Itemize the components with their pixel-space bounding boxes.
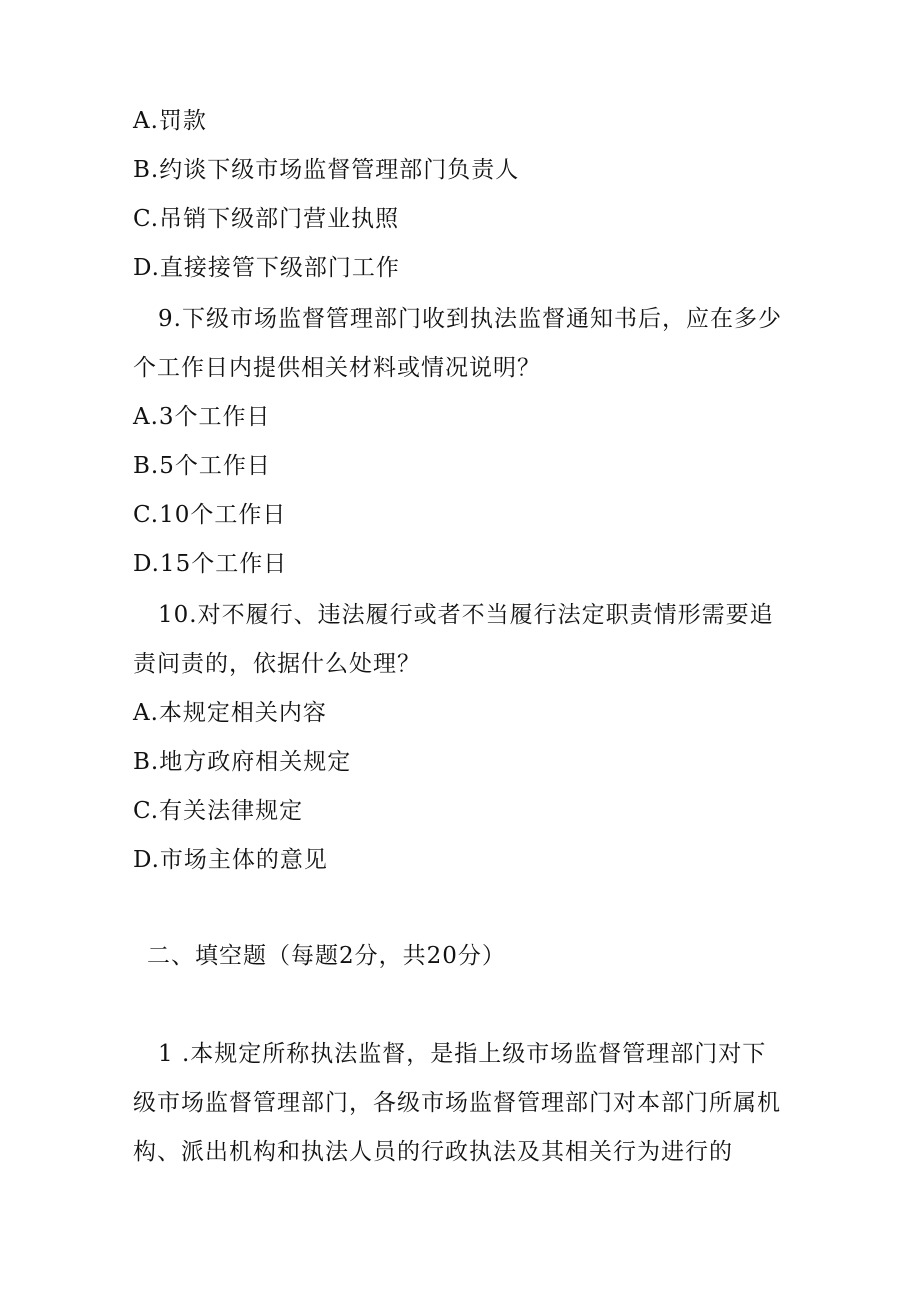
q10-option-a: A.本规定相关内容 xyxy=(133,700,327,726)
q10-option-c: C.有关法律规定 xyxy=(133,798,304,824)
q9-option-b: B.5个工作日 xyxy=(133,453,271,479)
q10-option-b: B.地方政府相关规定 xyxy=(133,749,352,775)
fill1-line1: 1 .本规定所称执法监督，是指上级市场监督管理部门对下 xyxy=(158,1041,767,1067)
q9-question-line2: 个工作日内提供相关材料或情况说明？ xyxy=(133,355,541,381)
q9-option-d: D.15个工作日 xyxy=(133,551,288,577)
q8-option-d: D.直接接管下级部门工作 xyxy=(133,255,400,281)
q8-option-a: A.罚款 xyxy=(133,108,207,134)
q9-option-a: A.3个工作日 xyxy=(133,404,271,430)
q10-question-line1: 10.对不履行、违法履行或者不当履行法定职责情形需要追 xyxy=(158,602,774,628)
section-heading: 二、填空题（每题2分，共20分） xyxy=(147,943,506,969)
fill1-line3: 构、派出机构和执法人员的行政执法及其相关行为进行的 xyxy=(133,1139,733,1165)
q8-option-b: B.约谈下级市场监督管理部门负责人 xyxy=(133,157,520,183)
q10-option-d: D.市场主体的意见 xyxy=(133,847,328,873)
q10-question-line2: 责问责的，依据什么处理？ xyxy=(133,651,421,677)
q9-question-line1: 9.下级市场监督管理部门收到执法监督通知书后，应在多少 xyxy=(158,306,782,332)
q9-option-c: C.10个工作日 xyxy=(133,502,287,528)
fill1-line2: 级市场监督管理部门，各级市场监督管理部门对本部门所属机 xyxy=(133,1090,781,1116)
q8-option-c: C.吊销下级部门营业执照 xyxy=(133,206,400,232)
